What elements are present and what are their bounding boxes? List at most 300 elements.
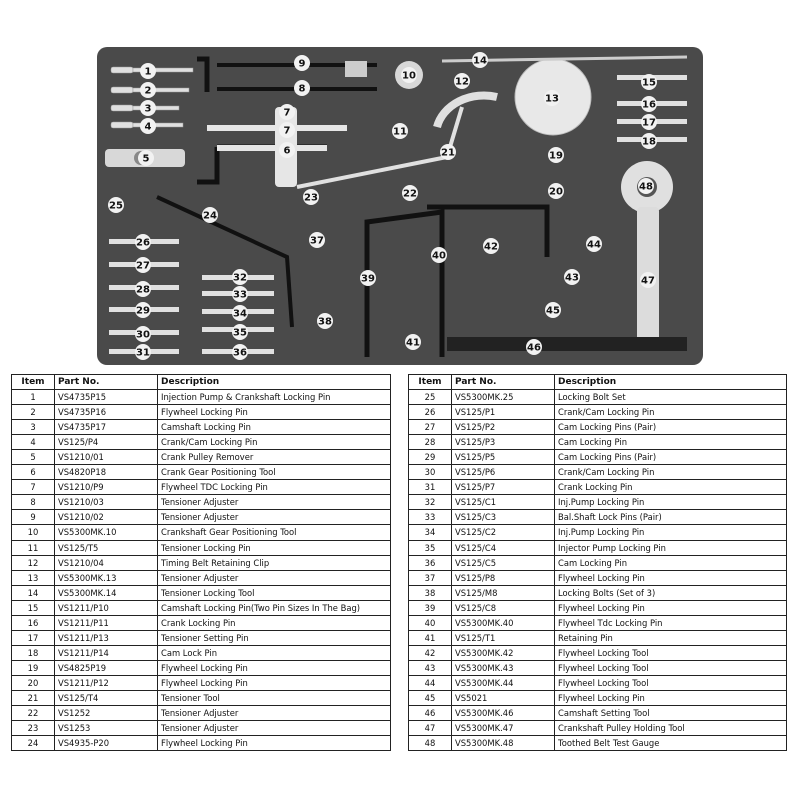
svg-text:25: 25 <box>109 200 123 212</box>
cell-item: 10 <box>12 525 55 540</box>
cell-part-no: VS125/P5 <box>452 450 555 465</box>
cell-part-no: VS5300MK.25 <box>452 390 555 405</box>
callout-30 <box>135 326 151 342</box>
svg-text:33: 33 <box>233 289 247 301</box>
callout-31 <box>135 344 151 360</box>
cell-description: Tensioner Adjuster <box>158 721 391 736</box>
callout-41 <box>405 334 421 350</box>
callout-9 <box>294 55 310 71</box>
cell-item: 42 <box>409 645 452 660</box>
svg-text:31: 31 <box>136 347 150 359</box>
table-row <box>409 510 787 525</box>
cell-item: 6 <box>12 465 55 480</box>
table-row <box>409 525 787 540</box>
table-row <box>409 420 787 435</box>
callout-10 <box>401 67 417 83</box>
svg-text:4: 4 <box>144 121 152 133</box>
table-row <box>409 450 787 465</box>
cell-part-no: VS5300MK.42 <box>452 645 555 660</box>
svg-text:44: 44 <box>587 239 601 251</box>
callout-34 <box>232 305 248 321</box>
callout-33 <box>232 286 248 302</box>
cell-item: 14 <box>12 585 55 600</box>
svg-text:38: 38 <box>318 316 332 328</box>
callout-25 <box>108 197 124 213</box>
table-row <box>409 615 787 630</box>
cell-item: 32 <box>409 495 452 510</box>
table-row <box>409 690 787 705</box>
table-row <box>12 645 391 660</box>
cell-item: 38 <box>409 585 452 600</box>
cell-description: Crankshaft Gear Positioning Tool <box>158 525 391 540</box>
cell-part-no: VS125/T4 <box>55 690 158 705</box>
cell-description: Crank/Cam Locking Pin <box>158 435 391 450</box>
header-item: Item <box>12 375 55 390</box>
tool-tray-photo <box>97 47 703 365</box>
svg-text:5: 5 <box>142 153 150 165</box>
cell-part-no: VS4820P18 <box>55 465 158 480</box>
cell-description: Locking Bolt Set <box>555 390 787 405</box>
parts-table-right <box>408 374 787 751</box>
cell-description: Cam Locking Pins (Pair) <box>555 420 787 435</box>
cell-part-no: VS125/T5 <box>55 540 158 555</box>
cell-part-no: VS1210/03 <box>55 495 158 510</box>
cell-item: 5 <box>12 450 55 465</box>
cell-description: Tensioner Locking Tool <box>158 585 391 600</box>
svg-text:47: 47 <box>641 275 655 287</box>
cell-description: Flywheel Locking Pin <box>158 405 391 420</box>
cell-part-no: VS4735P15 <box>55 390 158 405</box>
table-row <box>409 585 787 600</box>
callout-36 <box>232 344 248 360</box>
cell-item: 24 <box>12 736 55 751</box>
cell-description: Cam Locking Pin <box>555 435 787 450</box>
svg-text:2: 2 <box>144 85 152 97</box>
cell-description: Flywheel Locking Pin <box>158 736 391 751</box>
cell-item: 16 <box>12 615 55 630</box>
svg-text:36: 36 <box>233 347 247 359</box>
cell-description: Inj.Pump Locking Pin <box>555 495 787 510</box>
cell-part-no: VS125/C4 <box>452 540 555 555</box>
svg-text:9: 9 <box>298 58 306 70</box>
cell-description: Bal.Shaft Lock Pins (Pair) <box>555 510 787 525</box>
callout-32 <box>232 269 248 285</box>
cell-item: 48 <box>409 736 452 751</box>
table-row <box>12 615 391 630</box>
callout-19 <box>548 147 564 163</box>
cell-part-no: VS5300MK.10 <box>55 525 158 540</box>
cell-description: Flywheel Tdc Locking Pin <box>555 615 787 630</box>
callout-42 <box>483 238 499 254</box>
cell-part-no: VS4825P19 <box>55 660 158 675</box>
cell-description: Crank Gear Positioning Tool <box>158 465 391 480</box>
callout-12 <box>454 73 470 89</box>
cell-item: 37 <box>409 570 452 585</box>
cell-description: Flywheel TDC Locking Pin <box>158 480 391 495</box>
callout-4 <box>140 118 156 134</box>
callout-38 <box>317 313 333 329</box>
cell-item: 46 <box>409 706 452 721</box>
callout-48 <box>638 178 654 194</box>
cell-item: 11 <box>12 540 55 555</box>
cell-part-no: VS1211/P12 <box>55 675 158 690</box>
table-row <box>12 736 391 751</box>
cell-description: Injector Pump Locking Pin <box>555 540 787 555</box>
cell-description: Camshaft Locking Pin(Two Pin Sizes In The Bag) <box>158 600 391 615</box>
table-row <box>12 465 391 480</box>
callout-8 <box>294 80 310 96</box>
cell-item: 8 <box>12 495 55 510</box>
table-row <box>409 660 787 675</box>
cell-description: Cam Lock Pin <box>158 645 391 660</box>
cell-item: 13 <box>12 570 55 585</box>
cell-description: Crankshaft Pulley Holding Tool <box>555 721 787 736</box>
callout-24 <box>202 207 218 223</box>
svg-text:30: 30 <box>136 329 150 341</box>
cell-item: 23 <box>12 721 55 736</box>
table-row <box>12 630 391 645</box>
cell-item: 2 <box>12 405 55 420</box>
table-body-left <box>12 390 391 751</box>
cell-part-no: VS5021 <box>452 690 555 705</box>
cell-description: Flywheel Locking Pin <box>158 675 391 690</box>
table-row <box>409 480 787 495</box>
cell-description: Tensioner Locking Pin <box>158 540 391 555</box>
cell-description: Toothed Belt Test Gauge <box>555 736 787 751</box>
table-row <box>12 555 391 570</box>
cell-part-no: VS1211/P11 <box>55 615 158 630</box>
cell-description: Cam Locking Pin <box>555 555 787 570</box>
cell-part-no: VS1210/P9 <box>55 480 158 495</box>
table-row <box>409 555 787 570</box>
cell-description: Camshaft Locking Pin <box>158 420 391 435</box>
cell-description: Tensioner Setting Pin <box>158 630 391 645</box>
table-row <box>12 675 391 690</box>
svg-text:28: 28 <box>136 284 150 296</box>
callout-39 <box>360 270 376 286</box>
cell-item: 30 <box>409 465 452 480</box>
svg-text:46: 46 <box>527 342 541 354</box>
table-row <box>409 736 787 751</box>
cell-part-no: VS5300MK.46 <box>452 706 555 721</box>
cell-item: 28 <box>409 435 452 450</box>
cell-description: Injection Pump & Crankshaft Locking Pin <box>158 390 391 405</box>
svg-text:8: 8 <box>298 83 306 95</box>
cell-part-no: VS1211/P14 <box>55 645 158 660</box>
table-row <box>409 570 787 585</box>
callout-29 <box>135 302 151 318</box>
svg-text:3: 3 <box>144 103 152 115</box>
table-row <box>12 420 391 435</box>
callout-7b <box>279 122 295 138</box>
tray-background <box>97 47 703 365</box>
cell-description: Inj.Pump Locking Pin <box>555 525 787 540</box>
table-row <box>409 435 787 450</box>
cell-part-no: VS125/P1 <box>452 405 555 420</box>
table-row <box>409 390 787 405</box>
callout-27 <box>135 257 151 273</box>
table-row <box>12 570 391 585</box>
cell-part-no: VS125/C2 <box>452 525 555 540</box>
callout-43 <box>564 269 580 285</box>
table-row <box>409 630 787 645</box>
cell-part-no: VS125/P7 <box>452 480 555 495</box>
cell-part-no: VS1210/04 <box>55 555 158 570</box>
callout-40 <box>431 247 447 263</box>
svg-text:19: 19 <box>549 150 563 162</box>
callout-15 <box>641 74 657 90</box>
svg-text:10: 10 <box>402 70 416 82</box>
cell-item: 26 <box>409 405 452 420</box>
table-row <box>409 645 787 660</box>
cell-part-no: VS5300MK.40 <box>452 615 555 630</box>
cell-part-no: VS125/T1 <box>452 630 555 645</box>
cell-description: Flywheel Locking Pin <box>555 600 787 615</box>
cell-description: Flywheel Locking Pin <box>555 690 787 705</box>
cell-description: Crank Pulley Remover <box>158 450 391 465</box>
cell-item: 15 <box>12 600 55 615</box>
svg-text:1: 1 <box>144 66 152 78</box>
table-header-row <box>409 375 787 390</box>
cell-part-no: VS125/P2 <box>452 420 555 435</box>
callout-26 <box>135 234 151 250</box>
cell-item: 29 <box>409 450 452 465</box>
table-row <box>409 465 787 480</box>
table-row <box>12 660 391 675</box>
callout-47 <box>640 272 656 288</box>
cell-description: Cam Locking Pins (Pair) <box>555 450 787 465</box>
callout-3 <box>140 100 156 116</box>
svg-text:7: 7 <box>283 125 291 137</box>
cell-item: 17 <box>12 630 55 645</box>
table-row <box>12 450 391 465</box>
cell-item: 18 <box>12 645 55 660</box>
cell-item: 9 <box>12 510 55 525</box>
cell-description: Crank Locking Pin <box>158 615 391 630</box>
cell-part-no: VS125/P6 <box>452 465 555 480</box>
table-row <box>409 706 787 721</box>
cell-description: Locking Bolts (Set of 3) <box>555 585 787 600</box>
cell-description: Crank/Cam Locking Pin <box>555 465 787 480</box>
table-row <box>12 690 391 705</box>
svg-text:6: 6 <box>283 145 291 157</box>
table-row <box>12 405 391 420</box>
callout-17 <box>641 114 657 130</box>
svg-text:7: 7 <box>283 107 291 119</box>
callout-28 <box>135 281 151 297</box>
cell-description: Flywheel Locking Tool <box>555 660 787 675</box>
svg-text:34: 34 <box>233 308 247 320</box>
table-row <box>409 675 787 690</box>
cell-item: 27 <box>409 420 452 435</box>
cell-part-no: VS5300MK.48 <box>452 736 555 751</box>
svg-text:41: 41 <box>406 337 420 349</box>
cell-part-no: VS1211/P13 <box>55 630 158 645</box>
cell-item: 44 <box>409 675 452 690</box>
cell-description: Flywheel Locking Pin <box>555 570 787 585</box>
svg-text:26: 26 <box>136 237 150 249</box>
cell-item: 36 <box>409 555 452 570</box>
svg-text:20: 20 <box>549 186 563 198</box>
cell-item: 31 <box>409 480 452 495</box>
cell-description: Crank/Cam Locking Pin <box>555 405 787 420</box>
cell-description: Tensioner Adjuster <box>158 570 391 585</box>
table-row <box>12 480 391 495</box>
callout-11 <box>392 123 408 139</box>
svg-text:40: 40 <box>432 250 446 262</box>
table-row <box>12 721 391 736</box>
table-row <box>12 600 391 615</box>
callout-18 <box>641 133 657 149</box>
callout-1 <box>140 63 156 79</box>
svg-text:39: 39 <box>361 273 375 285</box>
svg-text:24: 24 <box>203 210 217 222</box>
table-row <box>409 721 787 736</box>
table-row <box>409 540 787 555</box>
cell-description: Tensioner Adjuster <box>158 706 391 721</box>
cell-description: Tensioner Adjuster <box>158 495 391 510</box>
callout-35 <box>232 324 248 340</box>
svg-text:27: 27 <box>136 260 150 272</box>
callout-6 <box>279 142 295 158</box>
table-row <box>409 600 787 615</box>
svg-text:23: 23 <box>304 192 318 204</box>
table-row <box>12 510 391 525</box>
svg-text:17: 17 <box>642 117 656 129</box>
cell-description: Camshaft Setting Tool <box>555 706 787 721</box>
svg-text:22: 22 <box>403 188 417 200</box>
cell-part-no: VS1252 <box>55 706 158 721</box>
cell-item: 33 <box>409 510 452 525</box>
cell-description: Tensioner Tool <box>158 690 391 705</box>
cell-item: 12 <box>12 555 55 570</box>
cell-item: 1 <box>12 390 55 405</box>
callout-23 <box>303 189 319 205</box>
callout-37 <box>309 232 325 248</box>
cell-part-no: VS1253 <box>55 721 158 736</box>
table-header-row <box>12 375 391 390</box>
cell-item: 47 <box>409 721 452 736</box>
svg-text:48: 48 <box>639 181 653 193</box>
table-row <box>12 540 391 555</box>
svg-text:16: 16 <box>642 99 656 111</box>
cell-description: Retaining Pin <box>555 630 787 645</box>
cell-description: Tensioner Adjuster <box>158 510 391 525</box>
svg-text:13: 13 <box>545 93 559 105</box>
header-description: Description <box>555 375 787 390</box>
cell-item: 4 <box>12 435 55 450</box>
cell-part-no: VS125/C1 <box>452 495 555 510</box>
svg-text:18: 18 <box>642 136 656 148</box>
cell-item: 3 <box>12 420 55 435</box>
cell-part-no: VS4735P17 <box>55 420 158 435</box>
cell-part-no: VS125/C8 <box>452 600 555 615</box>
cell-item: 7 <box>12 480 55 495</box>
table-body-right <box>409 390 787 751</box>
cell-part-no: VS1211/P10 <box>55 600 158 615</box>
svg-text:29: 29 <box>136 305 150 317</box>
header-description: Description <box>158 375 391 390</box>
table-row <box>12 435 391 450</box>
svg-text:14: 14 <box>473 55 487 67</box>
cell-part-no: VS5300MK.43 <box>452 660 555 675</box>
header-item: Item <box>409 375 452 390</box>
callout-21 <box>440 144 456 160</box>
svg-text:37: 37 <box>310 235 324 247</box>
cell-item: 21 <box>12 690 55 705</box>
cell-part-no: VS125/M8 <box>452 585 555 600</box>
callout-44 <box>586 236 602 252</box>
callout-46 <box>526 339 542 355</box>
cell-part-no: VS1210/02 <box>55 510 158 525</box>
table-row <box>12 706 391 721</box>
svg-text:43: 43 <box>565 272 579 284</box>
cell-part-no: VS5300MK.44 <box>452 675 555 690</box>
cell-part-no: VS5300MK.47 <box>452 721 555 736</box>
cell-item: 25 <box>409 390 452 405</box>
cell-item: 45 <box>409 690 452 705</box>
svg-text:15: 15 <box>642 77 656 89</box>
header-part-no: Part No. <box>55 375 158 390</box>
callout-7a <box>279 104 295 120</box>
svg-text:35: 35 <box>233 327 247 339</box>
svg-text:45: 45 <box>546 305 560 317</box>
cell-item: 34 <box>409 525 452 540</box>
cell-description: Flywheel Locking Tool <box>555 675 787 690</box>
svg-text:11: 11 <box>393 126 407 138</box>
cell-part-no: VS4935-P20 <box>55 736 158 751</box>
cell-item: 20 <box>12 675 55 690</box>
cell-part-no: VS125/P4 <box>55 435 158 450</box>
callout-14 <box>472 52 488 68</box>
cell-part-no: VS125/P8 <box>452 570 555 585</box>
table-row <box>12 525 391 540</box>
cell-description: Flywheel Locking Pin <box>158 660 391 675</box>
cell-item: 19 <box>12 660 55 675</box>
callout-5 <box>138 150 154 166</box>
cell-description: Timing Belt Retaining Clip <box>158 555 391 570</box>
callout-13 <box>544 90 560 106</box>
table-row <box>409 495 787 510</box>
cell-part-no: VS4735P16 <box>55 405 158 420</box>
parts-table-left <box>11 374 391 751</box>
cell-part-no: VS125/C5 <box>452 555 555 570</box>
callout-45 <box>545 302 561 318</box>
svg-text:21: 21 <box>441 147 455 159</box>
table-row <box>12 585 391 600</box>
svg-text:32: 32 <box>233 272 247 284</box>
cell-description: Crank Locking Pin <box>555 480 787 495</box>
cell-part-no: VS125/P3 <box>452 435 555 450</box>
svg-text:42: 42 <box>484 241 498 253</box>
table-row <box>12 390 391 405</box>
table-row <box>409 405 787 420</box>
cell-item: 40 <box>409 615 452 630</box>
callout-20 <box>548 183 564 199</box>
cell-description: Flywheel Locking Tool <box>555 645 787 660</box>
cell-part-no: VS5300MK.14 <box>55 585 158 600</box>
cell-part-no: VS5300MK.13 <box>55 570 158 585</box>
table-row <box>12 495 391 510</box>
cell-item: 41 <box>409 630 452 645</box>
header-part-no: Part No. <box>452 375 555 390</box>
cell-item: 22 <box>12 706 55 721</box>
svg-text:12: 12 <box>455 76 469 88</box>
cell-item: 43 <box>409 660 452 675</box>
cell-item: 35 <box>409 540 452 555</box>
cell-part-no: VS1210/01 <box>55 450 158 465</box>
tool-46 <box>447 337 687 351</box>
